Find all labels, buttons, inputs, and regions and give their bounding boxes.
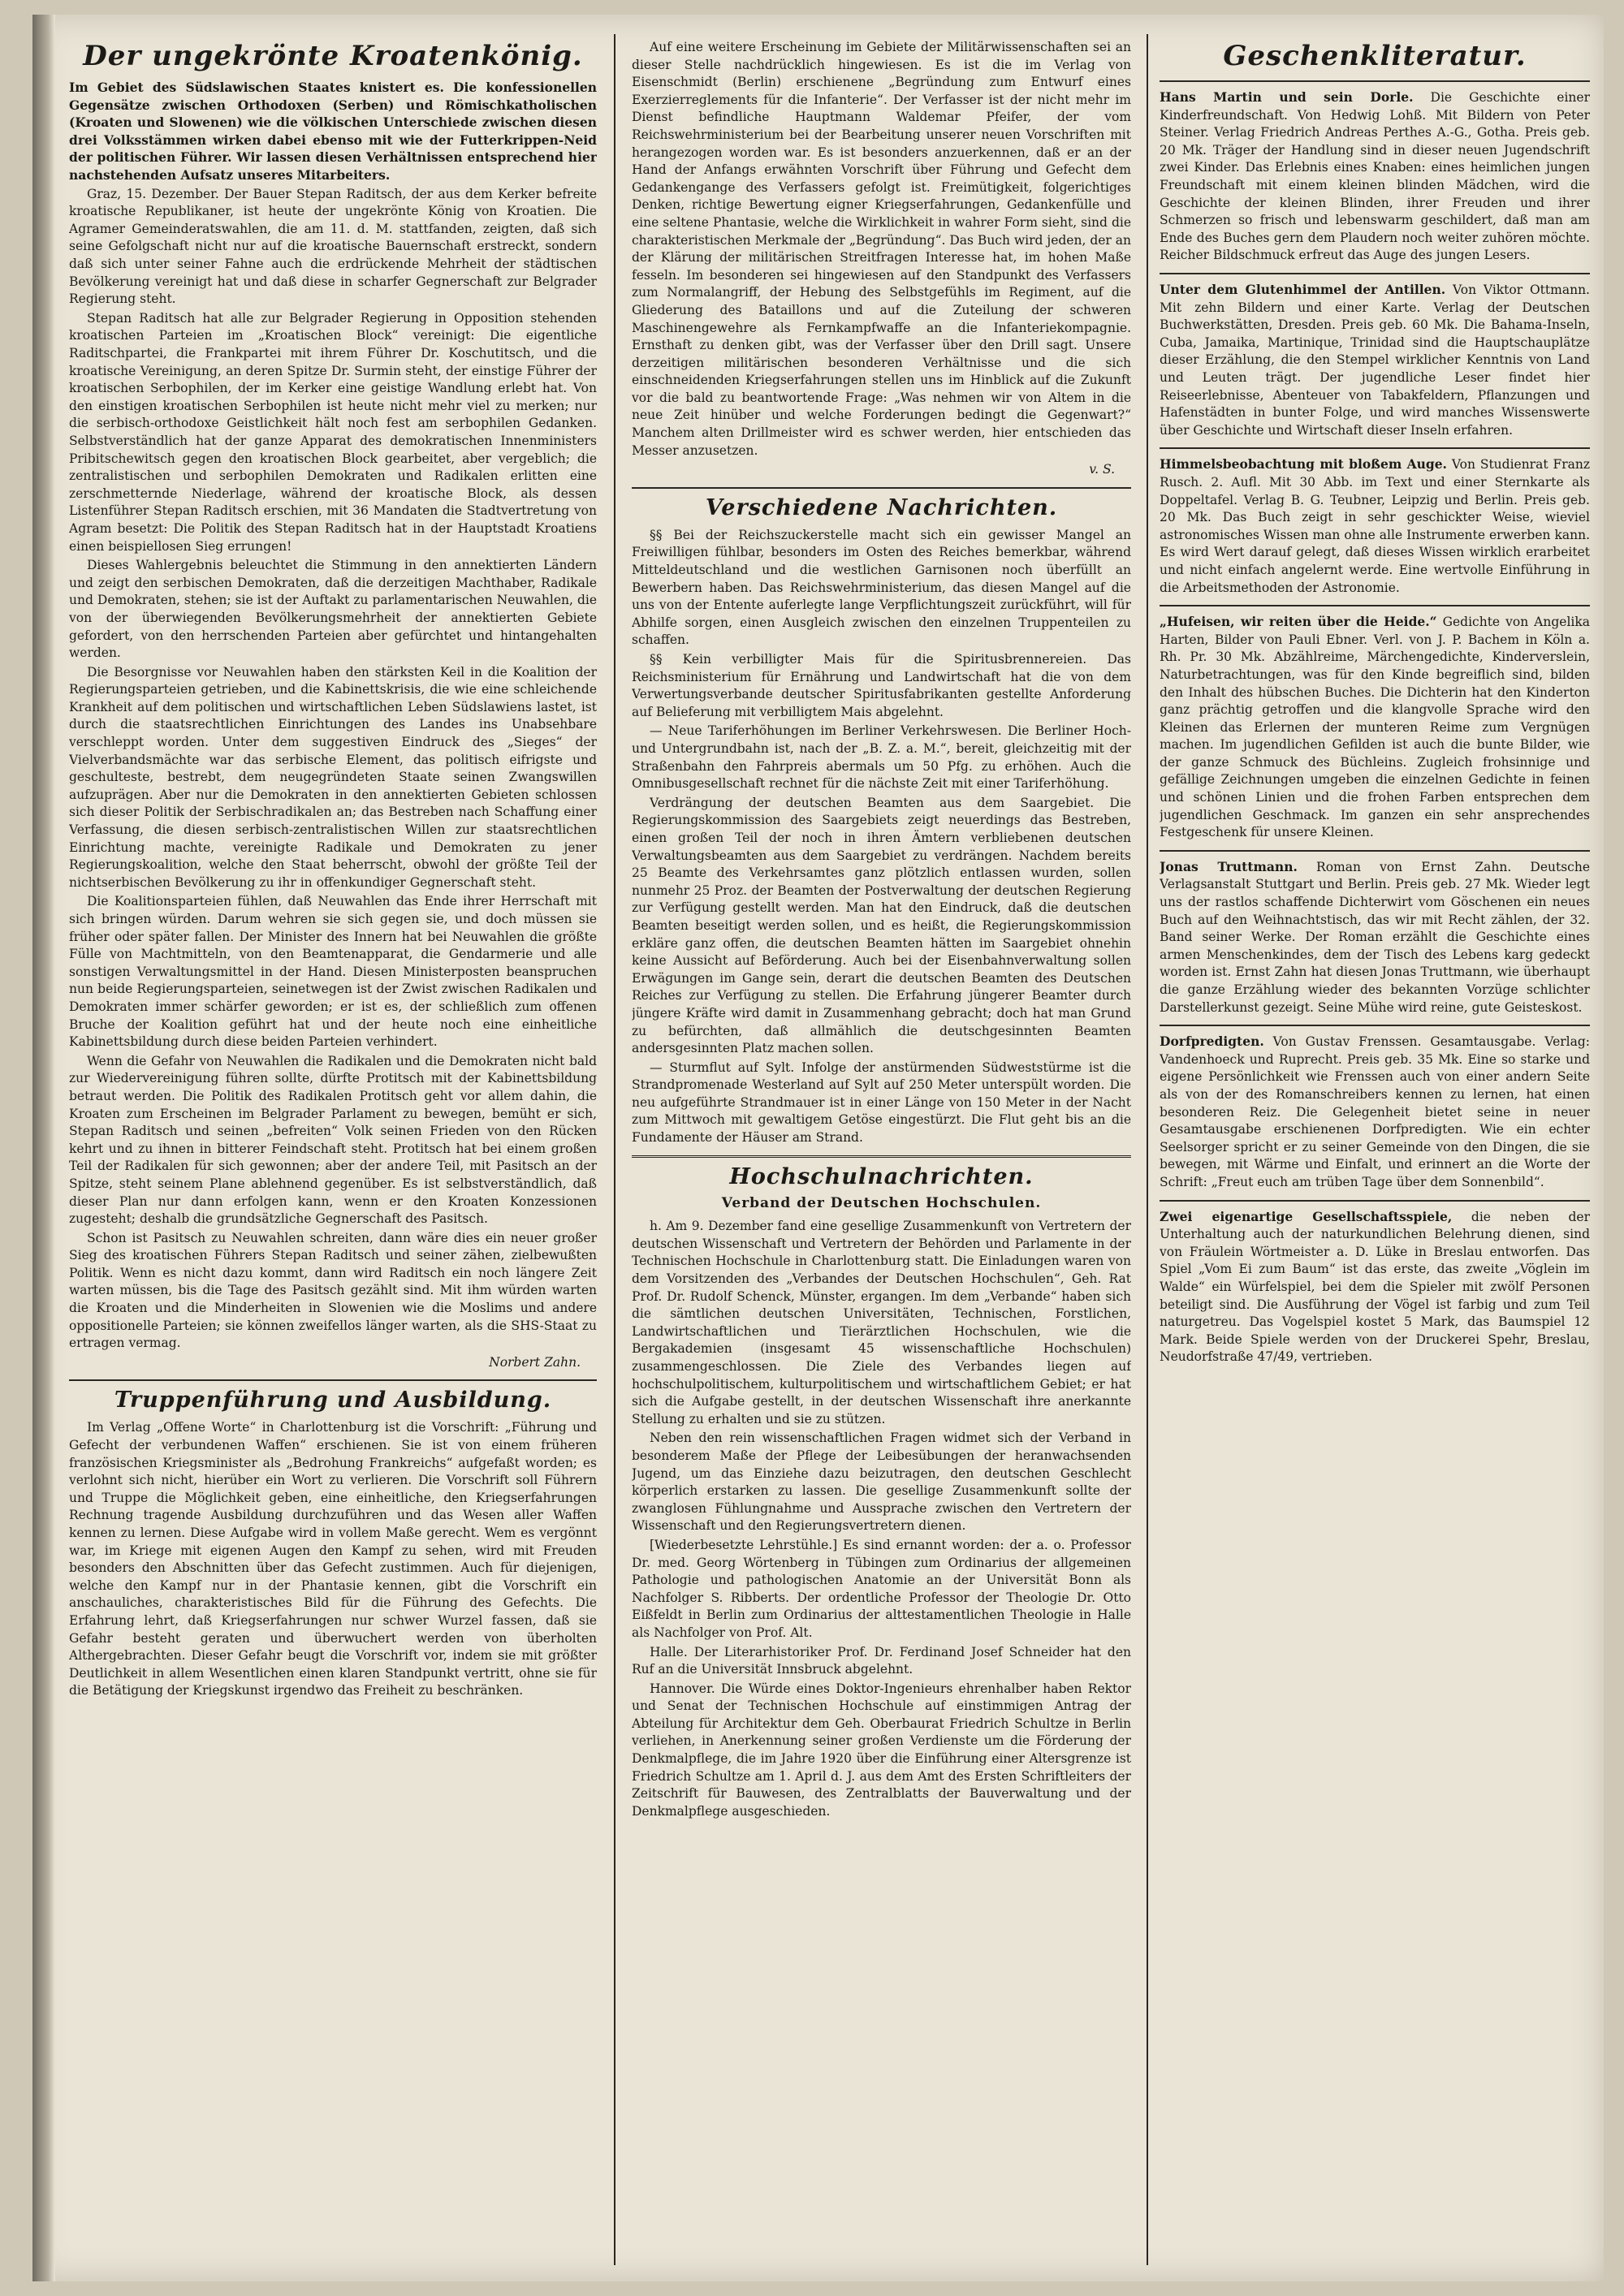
news-item: — Sturmflut auf Sylt. Infolge der anstürmenden Südweststürme ist die Strandpromenade Westerland auf Sylt auf 250 Meter unterspült worden. Die neu aufgeführte Strandmauer ist in einer Länge von 150 Meter in der Nacht zum Mittwoch mit gewaltigem Getöse eingestürzt. Die Flut geht bis an die Fundamente der Häuser am Strand.	[632, 1060, 1131, 1146]
book-text: Von Viktor Ottmann. Mit zehn Bildern und einer Karte. Verlag der Deutschen Buchwerkstätten, Dresden. Preis geb. 60 Mk. Die Bahama-Inseln, Cuba, Jamaika, Martinique, Trinidad sind die Hauptschauplätze dieser Erzählung, die den Stempel wirklicher Kenntnis von Land und Leuten trägt. Der jugendliche Leser findet hier Reiseerlebnisse, Abenteuer von Tabakfeldern, Pflanzungen und Hafenstädten in bunter Folge, und wird manches Wissenswerte über Geschichte und Wirtschaft dieser Inseln erfahren.	[1160, 283, 1590, 438]
article-paragraph: Schon ist Pasitsch zu Neuwahlen schreiten, dann wäre dies ein neuer großer Sieg des kroatischen Führers Stepan Raditsch und seiner zähen, zielbewußten Politik. Wenn es nicht dazu kommt, dann wird Raditsch ein noch längere Zeit warten müssen, bis die Tage des Pasitsch gezählt sind. Mit ihm würden warten die Kroaten und die Minderheiten in Slowenien wie die Moslims und andere oppositionelle Parteien; sie können zweifellos länger warten, als die SHS-Staat zu ertragen vermag.	[69, 1230, 597, 1351]
section-divider	[632, 487, 1131, 489]
article-paragraph: h. Am 9. Dezember fand eine gesellige Zusammenkunft von Vertretern der deutschen Wissenschaft und Vertretern der Behörden und Parlamente in der Technischen Hochschule in Charlottenburg statt. Die Einladungen waren von dem Vorsitzenden des „Verbandes der Deutschen Hochschulen“, Geh. Rat Prof. Dr. Rudolf Schenck, Münster, ergangen. Im dem „Verbande“ haben sich die sämtlichen deutschen Universitäten, Technischen, Forstlichen, Landwirtschaftlichen und Tierärztlichen Hochschulen, wie die Bergakademien (insgesamt 45 wissenschaftliche Hochschulen) zusammengeschlossen. Die Ziele des Verbandes liegen auf hochschulpolitischem, kulturpolitischem und wirtschaftlichem Gebiet; er hat sich die Aufgabe gestellt, in der deutschen Wissenschaft ihre anerkannte Stellung zu erhalten und sie zu stützen.	[632, 1219, 1131, 1426]
article-paragraph: Graz, 15. Dezember. Der Bauer Stepan Raditsch, der aus dem Kerker befreite kroatische Republikaner, ist heute der ungekrönte König von Kroatien. Die Agramer Gemeinderatswahlen, die am 11. d. M. stattfanden, zeigten, daß sich seine Gefolgschaft nicht nur auf die kroatische Bauernschaft erstreckt, sondern daß sich unter seiner Fahne auch die erdrückende Mehrheit der städtischen Bevölkerung vereinigt hat und daß diese in scharfer Gegnerschaft zur Belgrader Regierung steht.	[69, 186, 597, 307]
section-divider	[1160, 1025, 1590, 1026]
section-divider	[1160, 273, 1590, 274]
article-paragraph: [Wiederbesetzte Lehrstühle.] Es sind ernannt worden: der a. o. Professor Dr. med. Georg Wörtenberg in Tübingen zum Ordinarius der allgemeinen Pathologie und pathologischen Anatomie an der Universität Bonn als Nachfolger S. Ribberts. Der ordentliche Professor der Theologie Dr. Otto Eißfeldt in Berlin zum Ordinarius der alttestamentlichen Theologie in Halle als Nachfolger von Prof. Alt.	[632, 1537, 1131, 1640]
column-rule	[614, 34, 615, 2265]
section-subheadline: Verband der Deutschen Hochschulen.	[721, 1194, 1042, 1211]
column-1	[69, 39, 597, 2265]
section-headline-hochschul: Hochschulnachrichten.	[729, 1163, 1034, 1189]
book-title: Dorfpredigten.	[1160, 1034, 1264, 1050]
news-item: Verdrängung der deutschen Beamten aus dem Saargebiet. Die Regierungskommission des Saargebiets zeigt neuerdings das Bestreben, einen großen Teil der noch in ihren Ämtern verbliebenen deutschen Verwaltungsbeamten aus dem Saargebiet zu verdrängen. Nachdem bereits 25 Beamte des Verkehrsamtes ganz plötzlich entlassen wurden, sollen nunmehr 25 Proz. der Beamten der Postverwaltung der deutschen Regierung zur Verfügung gestellt werden. Man hat den Eindruck, daß die deutschen Beamten beseitigt werden sollen, und es heißt, die Regierungskommission erkläre ganz offen, die deutschen Beamten hätten im Saargebiet ohnehin keine Aussicht auf Beförderung. Auch bei der Eisenbahnverwaltung sollen Erwägungen im Gange sein, derart die deutschen Beamten des Deutschen Reiches zur Verfügung zu stellen. Die Erfahrung jüngerer Beamter durch jüngere Kräfte wird damit in Zusammenhang gebracht; doch hat man Grund zu befürchten, daß allmählich die deutschgesinnten Beamten andersgesinnten Platz machen sollen.	[632, 795, 1131, 1056]
section-divider	[632, 1155, 1131, 1158]
article-paragraph: Auf eine weitere Erscheinung im Gebiete der Militärwissenschaften sei an dieser Stelle nachdrücklich hingewiesen. Es ist die im Verlag von Eisenschmidt (Berlin) erschienene „Begründung zum Entwurf eines Exerzierreglements für die Infanterie“. Der Verfasser ist der nicht mehr im Dienst befindliche Hauptmann Waldemar Pfeifer, der vom Reichswehrministerium bei der Bearbeitung unserer neuen Vorschriften mit herangezogen worden war. Es ist besonders anzuerkennen, daß er an der Hand der Anfangs erwähnten Vorschrift über Führung und Gefecht dem Gedankengange des Verfassers gefolgt ist. Freimütigkeit, folgerichtiges Denken, richtige Bewertung eigner Kriegserfahrungen, Gedankenfülle und eine seltene Phantasie, welche die Wirklichkeit in wahrer Form sieht, sind die charakteristischen Merkmale der „Begründung“. Das Buch wird jeden, der an der Klärung der militärischen Streitfragen Interesse hat, im hohen Maße fesseln. Im besonderen sei hingewiesen auf den Standpunkt des Verfassers zum Normalangriff, der Hebung des Selbstgefühls im Regiment, auf die Gliederung des Bataillons und auf die Zuteilung der schweren Maschinengewehre als Fernkampfwaffe an die Infanteriekompagnie. Ernsthaft zu denken gibt, was der Verfasser über den Drill sagt. Unsere derzeitigen militärischen besonderen Verhältnisse und die sich einschneidenden Kriegserfahrungen stellen uns im Hinblick auf die Zukunft vor die bald zu beantwortende Frage: „Was nehmen wir von Altem in die neue Zeit hinüber und welche Forderungen bedingt die Gegenwart?“ Manchem alten Drillmeister wird es schwer werden, hier entschieden das Messer anzusetzen.	[632, 40, 1131, 458]
book-text: Von Studienrat Franz Rusch. 2. Aufl. Mit 30 Abb. im Text und einer Sternkarte als Doppeltafel. Verlag B. G. Teubner, Leipzig und Berlin. Preis geb. 20 Mk. Das Buch zeigt in sehr geschickter Weise, wieviel astronomisches Wissen man ohne alle Instrumente erwerben kann. Es wird Wert darauf gelegt, daß dieses Wissen wirklich erarbeitet und nicht einfach angelernt werde. Eine wertvolle Einführung in die Arbeitsmethoden der Astronomie.	[1160, 457, 1590, 595]
column-3	[1160, 39, 1590, 2265]
article-paragraph: Wenn die Gefahr von Neuwahlen die Radikalen und die Demokraten nicht bald zur Wiedervereinigung führen sollte, dürfte Protitsch mit der Kabinettsbildung betraut werden. Die Politik des Radikalen Protitsch geht vor allem dahin, die Kroaten zum Erscheinen im Belgrader Parlament zu bewegen, bemüht er sich, Stepan Raditsch und seinen „befreiten“ Volk seinen Frieden von den Rücken kehrt und zu ihnen in bitterer Feindschaft steht. Protitsch hat bei einem großen Teil der Radikalen für sich gewonnen; aber der andere Teil, mit Pasitsch an der Spitze, steht seinem Plane ablehnend gegenüber. Es ist selbstverständlich, daß dieser Plan nur dann erfolgen kann, wenn er den Kroaten Konzessionen zugesteht; deshalb die grundsätzliche Gegnerschaft des Pasitsch.	[69, 1053, 597, 1227]
article-paragraph: Hannover. Die Würde eines Doktor-Ingenieurs ehrenhalber haben Rektor und Senat der Technischen Hochschule auf einstimmigen Antrag der Abteilung für Architektur dem Geh. Oberbaurat Friedrich Schultze in Berlin verliehen, in Anerkennung seiner großen Verdienste um die Förderung der Denkmalpflege, die im Jahre 1920 über die Einführung einer Altersgrenze ist Friedrich Schultze am 1. April d. J. aus dem Amt des Ersten Schriftleiters der Zeitschrift für Bauwesen, des Zentralblatts der Bauverwaltung und der Denkmalpflege ausgeschieden.	[632, 1681, 1131, 1819]
column-2	[632, 39, 1131, 2265]
newspaper-page	[32, 15, 1604, 2281]
article-paragraph: Die Koalitionsparteien fühlen, daß Neuwahlen das Ende ihrer Herrschaft mit sich bringen würden. Darum wehren sie sich gegen sie, und doch müssen sie früher oder später fallen. Der Minister des Innern hat bei Neuwahlen die größte Fülle von Machtmitteln, von den Beamtenapparat, die Gendarmerie und alle sonstigen Verwaltungsmittel in der Hand. Diesen Ministerposten beanspruchen nun beide Regierungsparteien, seinetwegen ist der Zwist zwischen Radikalen und Demokraten immer schärfer geworden; er ist es, der schließlich zum offenen Bruche der Koalition geführt hat und der heute noch eine einheitliche Kabinettsbildung durch diese beiden Parteien verhindert.	[69, 894, 597, 1050]
article-paragraph: Halle. Der Literarhistoriker Prof. Dr. Ferdinand Josef Schneider hat den Ruf an die Universität Innsbruck abgelehnt.	[632, 1644, 1131, 1677]
article-headline-kroatenkoenig: Der ungekrönte Kroatenkönig.	[83, 40, 583, 72]
section-divider	[1160, 1200, 1590, 1202]
section-divider	[1160, 850, 1590, 852]
article-paragraph: Die Besorgnisse vor Neuwahlen haben den stärksten Keil in die Koalition der Regierungsparteien getrieben, und die Kabinettskrisis, die wie eine schleichende Krankheit auf dem politischen und wirtschaftlichen Leben Südslawiens lastet, ist durch die staatsrechtlichen Einrichtungen des Landes ins Unabsehbare verschleppt worden. Unter dem suggestiven Eindruck des „Sieges“ der Vielverbandsmächte war das serbische Element, das politisch eifrigste und geschulteste, bestrebt, dem neugegründeten Staate seinen Zwangswillen aufzuprägen. Aber nur die Demokraten in den annektierten Gebieten schlossen sich dieser Politik der Serbischradikalen an; das Bestreben nach Schaffung einer Verfassung, die diesen serbisch-zentralistischen Willen zur staatsrechtlichen Einrichtung machte, vereinigte Radikale und Demokraten zu jener Regierungskoalition, welche den Staat beherrscht, obwohl der größte Teil der nichtserbischen Bevölkerung zu ihr in offenkundiger Gegnerschaft steht.	[69, 664, 597, 890]
book-review	[1160, 613, 1590, 842]
book-title: Jonas Truttmann.	[1160, 858, 1298, 874]
section-divider	[1160, 605, 1590, 606]
book-title: Hans Martin und sein Dorle.	[1160, 89, 1414, 106]
section-headline-geschenkliteratur: Geschenkliteratur.	[1223, 40, 1527, 72]
article-signature: v. S.	[1089, 462, 1115, 477]
article-paragraph: Neben den rein wissenschaftlichen Fragen widmet sich der Verband in besonderem Maße der Pflege der Leibesübungen der heranwachsenden Jugend, um das Einziehe dazu beizutragen, den deutschen Geschlecht körperlich erstarken zu lassen. Die gesellige Zusammenkunft sollte der zwanglosen Fühlungnahme und Aussprache zwischen den Vertretern der Wissenschaft und den Regierungsvertretern dienen.	[632, 1431, 1131, 1534]
book-title: Zwei eigenartige Gesellschaftsspiele,	[1160, 1208, 1453, 1224]
section-divider	[1160, 447, 1590, 449]
book-title: Unter dem Glutenhimmel der Antillen.	[1160, 282, 1446, 298]
article-headline-truppenfuehrung: Truppenführung und Ausbildung.	[114, 1388, 552, 1413]
book-review	[1160, 1033, 1590, 1191]
section-headline-nachrichten: Verschiedene Nachrichten.	[705, 494, 1058, 520]
article-paragraph: Stepan Raditsch hat alle zur Belgrader Regierung in Opposition stehenden kroatischen Parteien im „Kroatischen Block“ vereinigt: Die eigentliche Raditschpartei, die Frankpartei mit ihrem Führer Dr. Koschutitsch, und die kroatische Vereinigung, an deren Spitze Dr. Surmin steht, der einstige Führer der kroatischen Serbophilen, der im Kerker eine geistige Wandlung erlebt hat. Von den einstigen kroatischen Serbophilen ist heute nicht mehr viel zu merken; nur die serbisch-orthodoxe Geistlichkeit hält noch fest am serbophilen Gedanken. Selbstverständlich hat der ganze Apparat des demokratischen Innenministers Pribitschewitsch gegen den kroatischen Block gearbeitet, aber vergeblich; die zentralistischen und serbophilen Demokraten und Radikalen erlitten eine zerschmetternde Niederlage, während der kroatische Block, als dessen Listenführer Stepan Raditsch erschien, mit 36 Mandaten die Stadtvertretung von Agram besetzt: Die Politik des Stepan Raditsch hat in der Hauptstadt Kroatiens einen beispiellosen Sieg errungen!	[69, 310, 597, 554]
column-rule	[1147, 34, 1148, 2265]
news-item: §§ Bei der Reichszuckerstelle macht sich ein gewisser Mangel an Freiwilligen fühlbar, besonders im Osten des Reiches bemerkbar, während Mitteldeutschland und die westlichen Garnisonen noch überfüllt an Bewerbern haben. Das Reichswehrministerium, das diesen Mangel auf die uns von der Entente auferlegte lange Verpflichtungszeit zurückführt, will für Abhilfe sorgen, einen Ausgleich zwischen den einzelnen Truppenteilen zu schaffen.	[632, 527, 1131, 648]
book-text: Gedichte von Angelika Harten, Bilder von Pauli Ebner. Verl. von J. P. Bachem in Köln a. Rh. Pr. 30 Mk. Abzählreime, Märchengedichte, Kinderverslein, Naturbetrachtungen, was für den Kinde begreiflich sind, bilden den Inhalt des hübschen Buches. Die Dichterin hat den Kinderton ganz prächtig getroffen und die klangvolle Sprache wird den Kleinen das Erlernen der munteren Reime zum Vergnügen machen. Im jugendlichen Gefilden ist auch die bunte Bilder, wie der ganze Schmuck des Büchleins. Zugleich frohsinnige und gefällige Zeichnungen umgeben die einzelnen Gedichte in feinen und schönen Linien und die frohen Farben entsprechen dem jugendlichen Geschmack. Im ganzen ein sehr ansprechendes Festgeschenk für unsere Kleinen.	[1160, 615, 1590, 840]
book-review	[1160, 88, 1590, 265]
section-divider	[69, 1379, 597, 1381]
book-text: Roman von Ernst Zahn. Deutsche Verlagsanstalt Stuttgart und Berlin. Preis geb. 27 Mk. Wieder legt uns der rastlos schaffende Dichterwirt vom Göschenen ein neues Buch auf den Weihnachtstisch, das wir mit Recht zählen, der 32. Band seiner Werke. Der Roman erzählt die Geschichte eines armen Menschenkindes, dem der Tisch des Lebens karg gedeckt worden ist. Ernst Zahn hat diesen Jonas Truttmann, wie überhaupt die ganze Erzählung wieder des bekannten Vorzüge schlichter Darstellerkunst gezeigt. Seine Mühe wird reine, gute Geisteskost.	[1160, 859, 1590, 1015]
book-text: Die Geschichte einer Kinderfreundschaft. Von Hedwig Lohß. Mit Bildern von Peter Steiner. Verlag Friedrich Andreas Perthes A.-G., Gotha. Preis geb. 20 Mk. Träger der Handlung sind in dieser neuen Jugendschrift zwei Kinder. Das Erlebnis eines Knaben: eines heimlichen jungen Freundschaft mit einem kleinen blinden Mädchen, wird die Geschichte der kleinen Blinden, ihrer Freuden und ihrer Schmerzen so frisch und lebenswarm geschildert, daß man am Ende des Buches gern dem Plaudern noch weiter zuhören möchte. Reicher Bildschmuck erfreut das Auge des jungen Lesers.	[1160, 90, 1590, 263]
book-review	[1160, 281, 1590, 439]
book-review	[1160, 1208, 1590, 1366]
article-paragraph: Im Verlag „Offene Worte“ in Charlottenburg ist die Vorschrift: „Führung und Gefecht der verbundenen Waffen“ erschienen. Sie ist von einem früheren französischen Kriegsminister als „Bedrohung Frankreichs“ aufgefaßt worden; es verlohnt sich nicht, hierüber ein Wort zu verlieren. Die Vorschrift soll Führern und Truppe die Möglichkeit geben, eine einheitliche, den Kriegserfahrungen Rechnung tragende Ausbildung durchzuführen und das Wesen aller Waffen kennen zu lernen. Diese Aufgabe wird in vollem Maße gerecht. Wem es vergönnt war, im Kriege mit eigenen Augen den Kampf zu sehen, wird mit Freuden besonders den Abschnitten über das Gefecht zustimmen. Auch für diejenigen, welche den Kampf nur in der Phantasie kennen, gibt die Vorschrift ein anschauliches, charakteristisches Bild für die Führung des Gefechts. Die Erfahrung lehrt, daß Kriegserfahrungen nur schwer Wurzel fassen, daß sie Gefahr besteht geraten und überwuchert werden von überholten Althergebrachten. Dieser Gefahr beugt die Vorschrift vor, indem sie mit größter Deutlichkeit in allem Wesentlichen einen klaren Standpunkt vertritt, ohne sie für die Betätigung der Kriegskunst irgendwo das Freiheit zu beschränken.	[69, 1420, 597, 1698]
news-item: — Neue Tariferhöhungen im Berliner Verkehrswesen. Die Berliner Hoch- und Untergrundbahn ist, nach der „B. Z. a. M.“, bereit, gleichzeitig mit der Straßenbahn den Fahrpreis abermals um 50 Pfg. zu erhöhen. Auch die Omnibusgesellschaft rechnet für die nächste Zeit mit einer Tariferhöhung.	[632, 723, 1131, 792]
article-signature: Norbert Zahn.	[489, 1354, 581, 1370]
page-binding-shadow	[32, 15, 55, 2281]
section-divider	[1160, 80, 1590, 82]
article-lead: Im Gebiet des Südslawischen Staates knistert es. Die konfessionellen Gegensätze zwischen Orthodoxen (Serben) und Römischkatholischen (Kroaten und Slowenen) wie die völkischen Unterschiede zwischen diesen drei Volksstämmen wirken dabei ebenso mit wie der Futterkrippen-Neid der politischen Führer. Wir lassen diesen Verhältnissen entsprechend hier nachstehenden Aufsatz unseres Mitarbeiters.	[69, 80, 597, 183]
book-text: die neben der Unterhaltung auch der naturkundlichen Belehrung dienen, sind von Fräulein Wörtmeister a. D. Lüke in Breslau entworfen. Das Spiel „Vom Ei zum Baum“ ist das erste, das zweite „Vöglein im Walde“ ein Würfelspiel, bei dem die Spieler mit zwölf Personen beteiligt sind. Die Ausführung der Vögel ist farbig und zum Teil naturgetreu. Das Vogelspiel kostet 5 Mark, das Baumspiel 12 Mark. Beide Spiele werden von der Druckerei Spehr, Breslau, Neudorfstraße 47/49, vertrieben.	[1160, 1209, 1590, 1365]
book-review	[1160, 858, 1590, 1016]
book-title: Himmelsbeobachtung mit bloßem Auge.	[1160, 456, 1447, 473]
book-title: „Hufeisen, wir reiten über die Heide.“	[1160, 614, 1437, 630]
book-text: Von Gustav Frenssen. Gesamtausgabe. Verlag: Vandenhoeck und Ruprecht. Preis geb. 35 Mk. Eine so starke und eigene Persönlichkeit wie Frenssen auch von einer andern Seite als von der des Romanschreibers kennen zu lernen, hat einen besonderen Reiz. Die Gelegenheit bietet seine in neuer Gesamtausgabe erschienenen Dorfpredigten. Wie ein echter Seelsorger spricht er zu seiner Gemeinde von den Dingen, die sie bewegen, mit Wärme und Einfalt, und erinnert an die Worte der Schrift: „Freut euch am trüben Tage über dem Sonnenbild“.	[1160, 1034, 1590, 1189]
book-review	[1160, 455, 1590, 597]
news-item: §§ Kein verbilligter Mais für die Spiritusbrennereien. Das Reichsministerium für Ernährung und Landwirtschaft hat die von dem Verwertungsverbande deutscher Spiritusfabrikanten gestellte Anforderung auf Belieferung mit verbilligtem Mais abgelehnt.	[632, 652, 1131, 719]
article-paragraph: Dieses Wahlergebnis beleuchtet die Stimmung in den annektierten Ländern und zeigt den serbischen Demokraten, daß die derzeitigen Machthaber, Radikale und Demokraten, stehen; sie ist der Auftakt zu parlamentarischen Neuwahlen, die von der überwiegenden Bevölkerungsmehrheit der annektierten Gebiete gefordert, von den herrschenden Parteien aber gefürchtet und hintangehalten werden.	[69, 558, 597, 661]
